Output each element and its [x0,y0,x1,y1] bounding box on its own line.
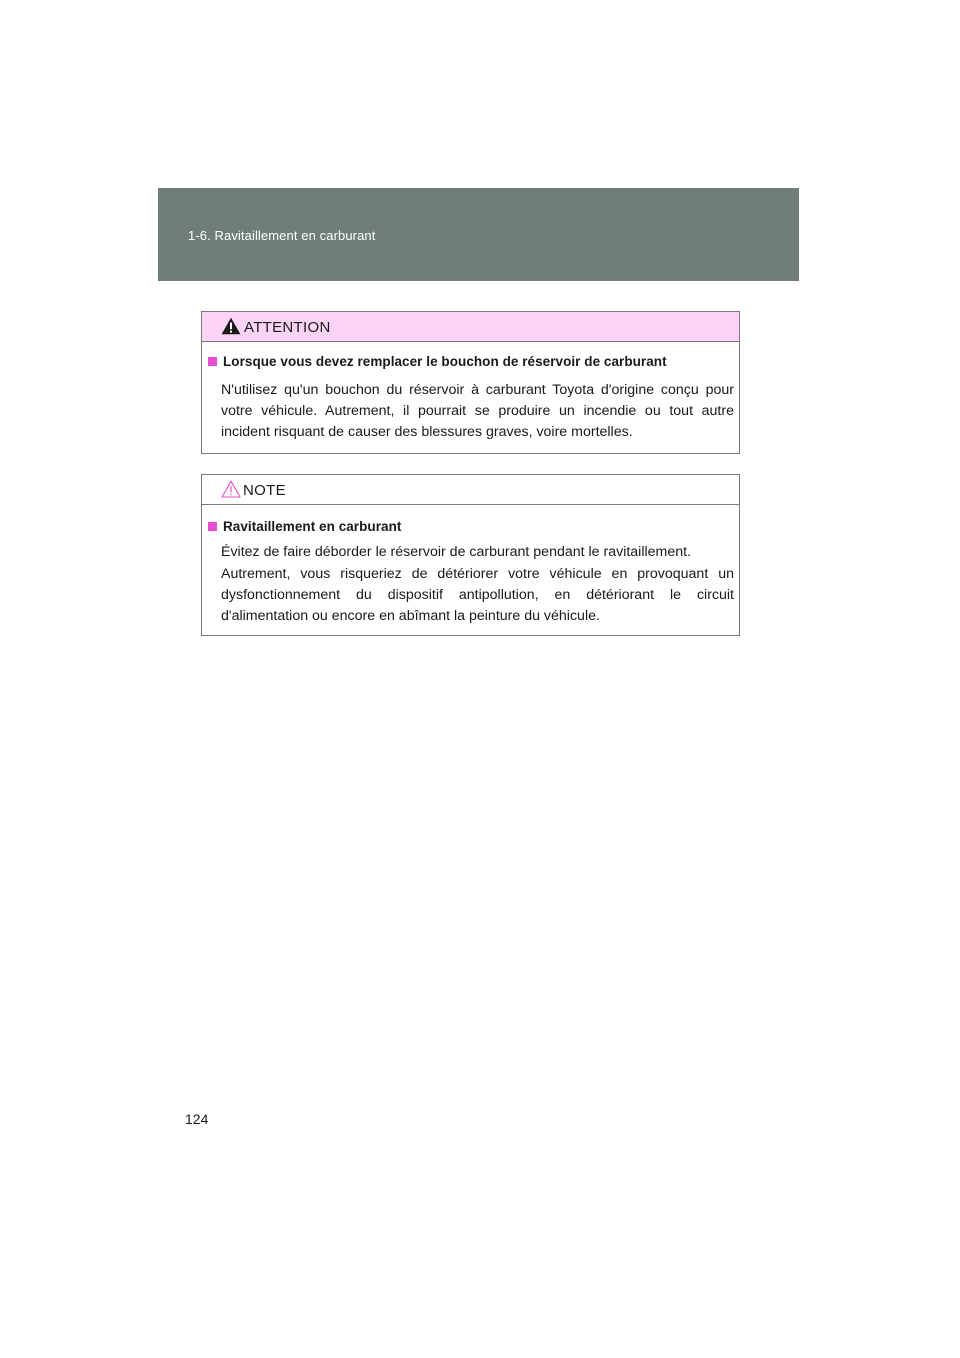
attention-header [202,312,739,342]
attention-title: ATTENTION [244,319,331,336]
note-item-text [221,542,734,627]
bullet-square-icon [208,522,217,531]
section-header-band [158,188,799,281]
attention-item-title: Lorsque vous devez remplacer le bouchon de réservoir de carburant [223,354,667,369]
attention-item-text: N'utilisez qu'un bouchon du réservoir à carburant Toyota d'origine conçu pour votre véhicule. Autrement, il pourrait se produire un incendie ou tout autre incident risquant de causer des blessures graves, voire mortelles. [221,382,734,440]
page-number: 124 [185,1111,209,1127]
bullet-square-icon [208,357,217,366]
note-item-heading [208,518,731,536]
section-label: 1-6. Ravitaillement en carburant [188,228,376,243]
note-title: NOTE [243,482,286,499]
warning-triangle-outline-icon [221,480,241,498]
note-header [202,475,739,505]
note-box [201,474,740,636]
note-item-text-line1: Évitez de faire déborder le réservoir de carburant pendant le ravitaillement. [221,544,692,560]
warning-triangle-icon [221,317,241,335]
attention-item-heading [208,353,731,371]
note-item-title: Ravitaillement en carburant [223,519,402,534]
note-item-text-rest: Autrement, vous risqueriez de détériorer votre véhicule en provoquant un dysfonctionnement du dispositif antipollution, en détériorant le circuit d'alimentation ou encore en abîmant la peinture du véhicule. [221,566,734,624]
attention-box [201,311,740,454]
